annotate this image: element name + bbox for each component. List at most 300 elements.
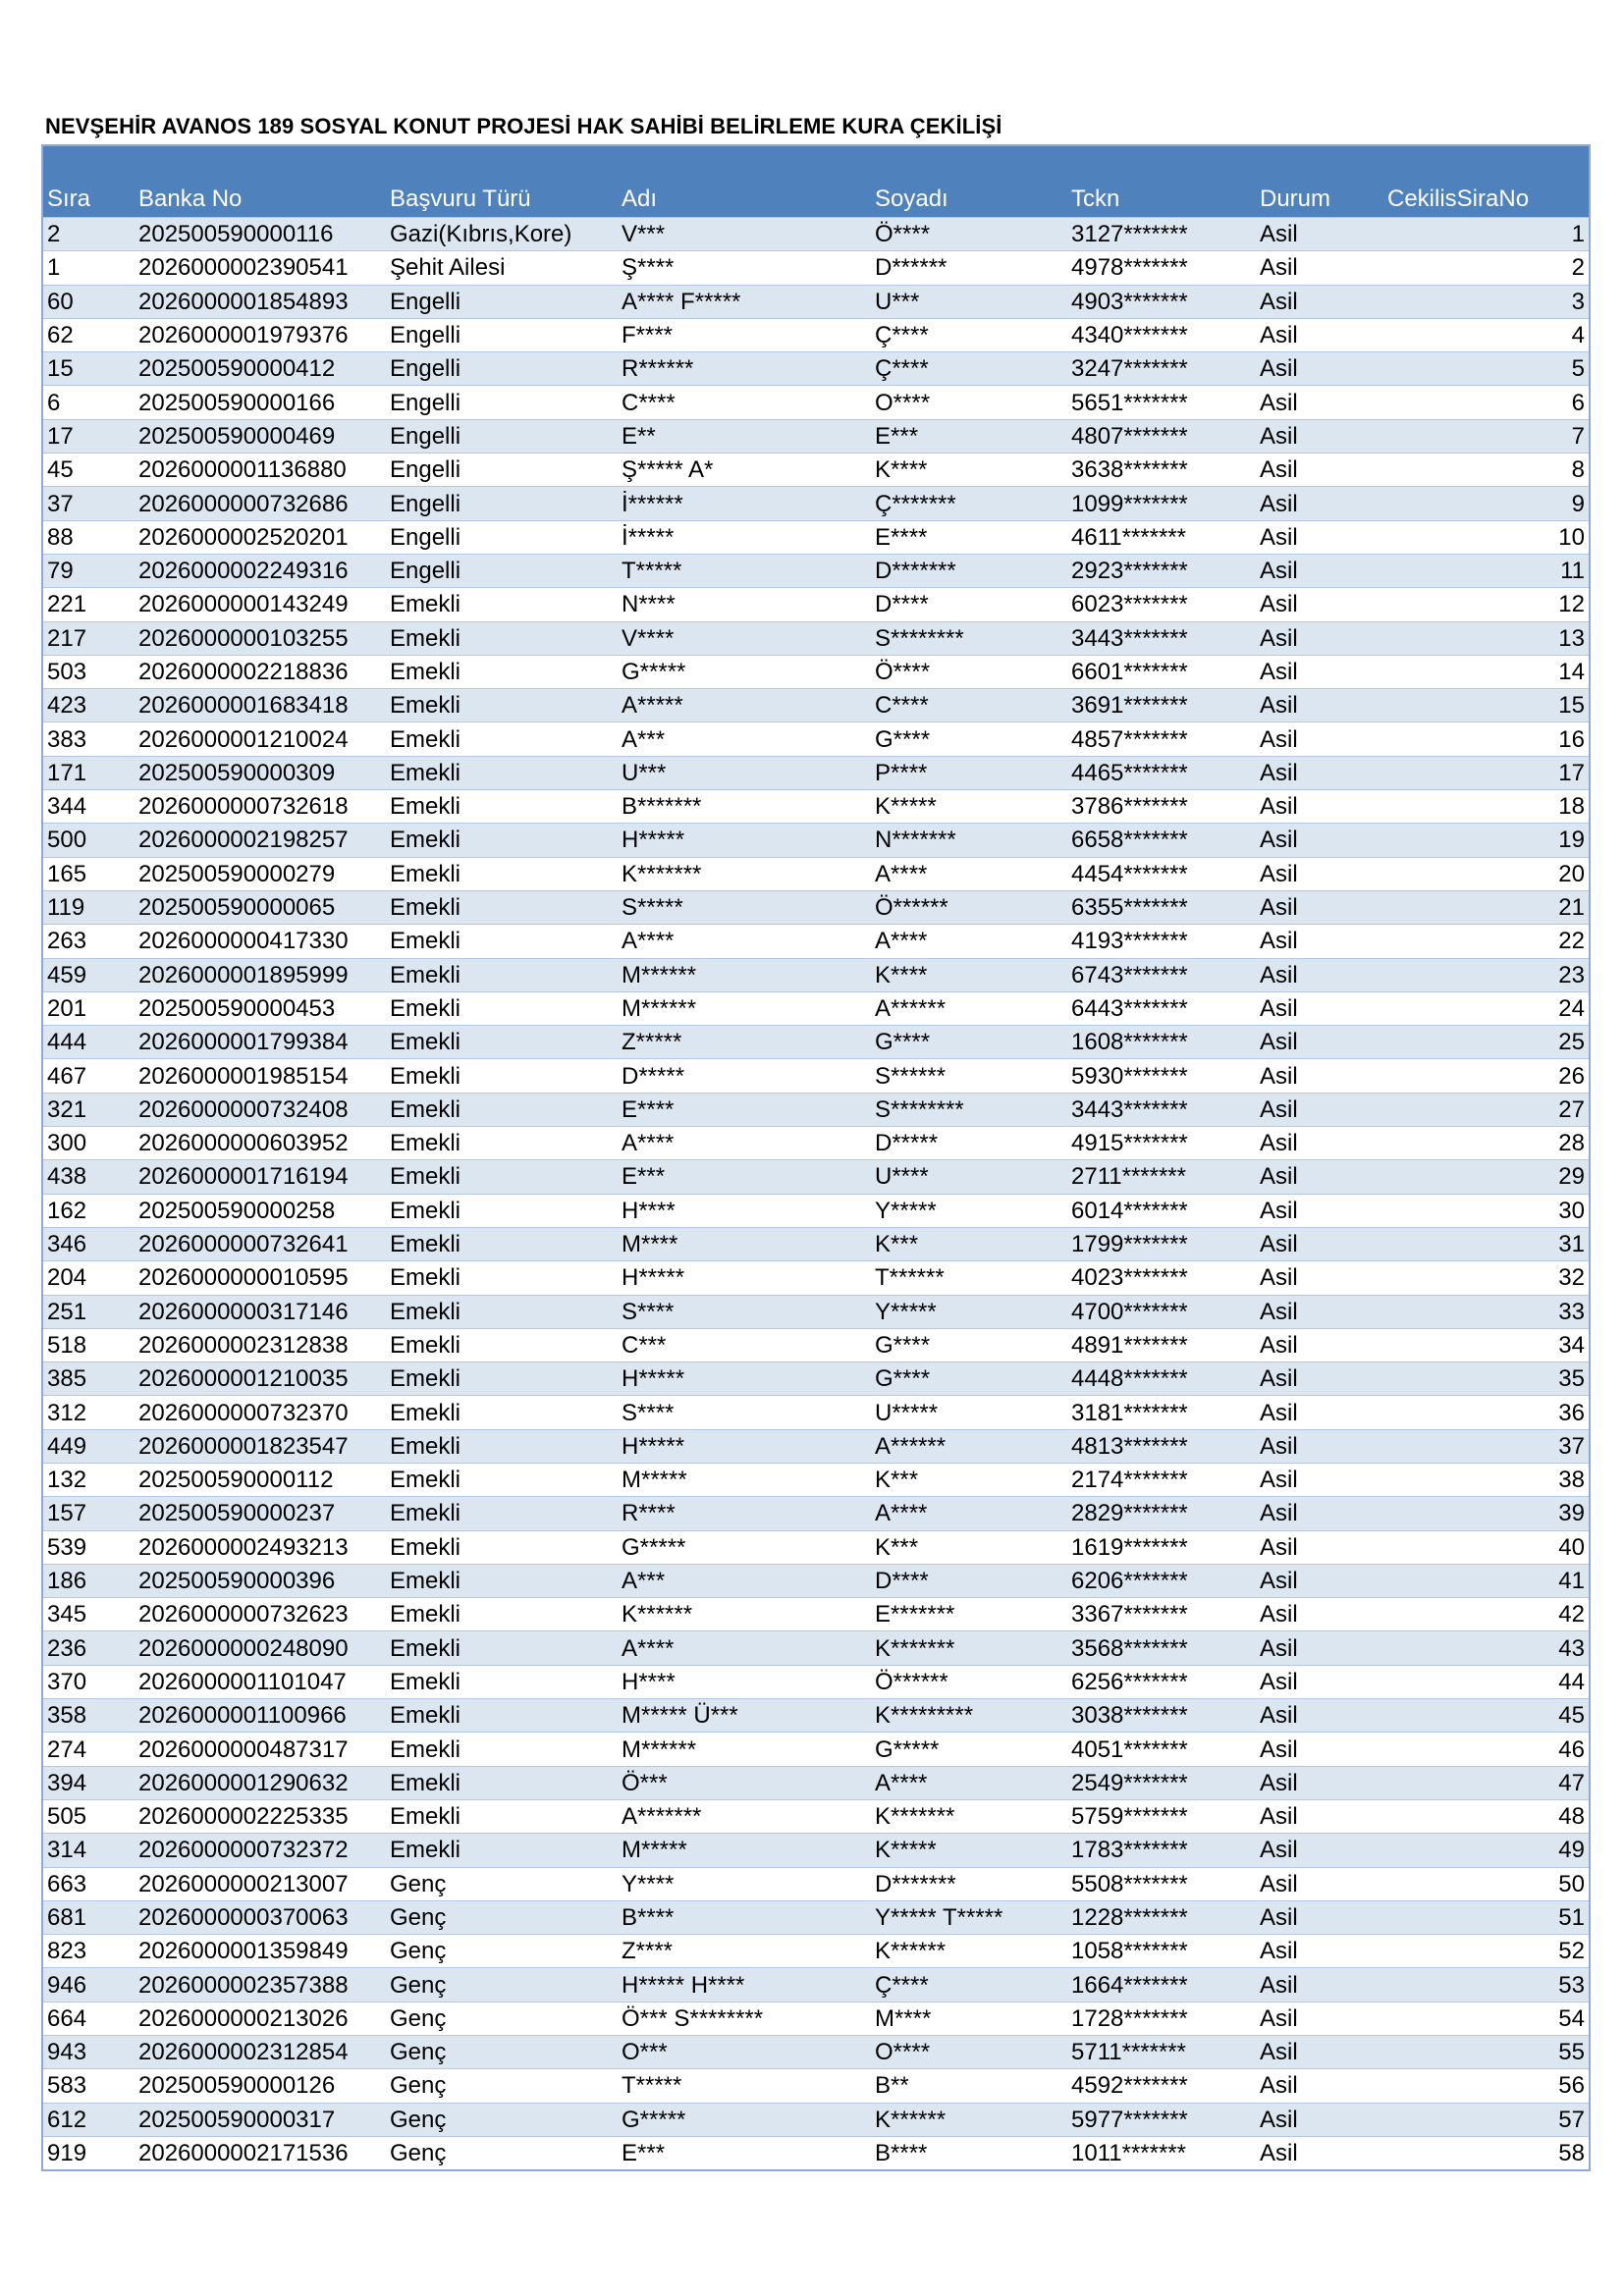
cell-soyadi: A****** — [871, 991, 1067, 1025]
table-row — [42, 1328, 1590, 1362]
cell-tckn: 3691******* — [1067, 689, 1256, 722]
cell-soyadi: K******* — [871, 1631, 1067, 1665]
cell-tckn: 1664******* — [1067, 1968, 1256, 2002]
cell-basvuru-turu: Emekli — [386, 1733, 618, 1766]
cell-banka-no: 202500590000412 — [135, 352, 386, 386]
cell-tckn: 1608******* — [1067, 1026, 1256, 1059]
cell-basvuru-turu: Genç — [386, 2002, 618, 2035]
cell-adi: R****** — [618, 352, 871, 386]
cell-tckn: 1728******* — [1067, 2002, 1256, 2035]
cell-adi: U*** — [618, 756, 871, 789]
cell-banka-no: 202500590000237 — [135, 1497, 386, 1530]
cell-cekilis-sira-no: 51 — [1383, 1900, 1590, 1934]
cell-basvuru-turu: Emekli — [386, 1766, 618, 1799]
cell-sira: 88 — [42, 520, 135, 554]
cell-tckn: 4978******* — [1067, 251, 1256, 285]
cell-tckn: 4700******* — [1067, 1295, 1256, 1328]
cell-banka-no: 202500590000258 — [135, 1194, 386, 1227]
cell-tckn: 1228******* — [1067, 1900, 1256, 1934]
cell-soyadi: E*** — [871, 419, 1067, 453]
cell-cekilis-sira-no: 33 — [1383, 1295, 1590, 1328]
cell-banka-no: 2026000001823547 — [135, 1429, 386, 1463]
cell-adi: T***** — [618, 554, 871, 587]
cell-cekilis-sira-no: 47 — [1383, 1766, 1590, 1799]
cell-adi: N**** — [618, 588, 871, 621]
table-row — [42, 1968, 1590, 2002]
cell-sira: 423 — [42, 689, 135, 722]
table-row — [42, 285, 1590, 318]
cell-sira: 344 — [42, 790, 135, 824]
cell-durum: Asil — [1256, 419, 1383, 453]
cell-adi: H***** — [618, 1362, 871, 1396]
cell-sira: 459 — [42, 958, 135, 991]
cell-tckn: 5508******* — [1067, 1867, 1256, 1900]
cell-cekilis-sira-no: 58 — [1383, 2136, 1590, 2170]
cell-basvuru-turu: Emekli — [386, 689, 618, 722]
cell-basvuru-turu: Engelli — [386, 352, 618, 386]
table-row — [42, 1194, 1590, 1227]
cell-sira: 438 — [42, 1160, 135, 1194]
cell-sira: 314 — [42, 1834, 135, 1867]
cell-sira: 60 — [42, 285, 135, 318]
cell-tckn: 6206******* — [1067, 1564, 1256, 1597]
table-row — [42, 1699, 1590, 1733]
table-row — [42, 1733, 1590, 1766]
cell-cekilis-sira-no: 13 — [1383, 621, 1590, 655]
cell-basvuru-turu: Emekli — [386, 655, 618, 688]
cell-tckn: 4340******* — [1067, 318, 1256, 351]
cell-basvuru-turu: Emekli — [386, 1160, 618, 1194]
cell-tckn: 6743******* — [1067, 958, 1256, 991]
cell-soyadi: D****** — [871, 251, 1067, 285]
cell-cekilis-sira-no: 34 — [1383, 1328, 1590, 1362]
cell-adi: Ö*** S******** — [618, 2002, 871, 2035]
cell-tckn: 3038******* — [1067, 1699, 1256, 1733]
cell-basvuru-turu: Emekli — [386, 1227, 618, 1260]
table-row — [42, 1261, 1590, 1295]
cell-basvuru-turu: Emekli — [386, 1429, 618, 1463]
cell-banka-no: 2026000001985154 — [135, 1059, 386, 1093]
cell-basvuru-turu: Engelli — [386, 487, 618, 520]
cell-soyadi: O**** — [871, 386, 1067, 419]
cell-banka-no: 202500590000309 — [135, 756, 386, 789]
cell-durum: Asil — [1256, 1127, 1383, 1160]
cell-cekilis-sira-no: 23 — [1383, 958, 1590, 991]
cell-cekilis-sira-no: 50 — [1383, 1867, 1590, 1900]
cell-basvuru-turu: Emekli — [386, 1631, 618, 1665]
cell-basvuru-turu: Emekli — [386, 958, 618, 991]
cell-banka-no: 2026000000248090 — [135, 1631, 386, 1665]
cell-cekilis-sira-no: 31 — [1383, 1227, 1590, 1260]
cell-soyadi: D******* — [871, 1867, 1067, 1900]
cell-cekilis-sira-no: 44 — [1383, 1665, 1590, 1698]
cell-banka-no: 2026000002218836 — [135, 655, 386, 688]
cell-sira: 681 — [42, 1900, 135, 1934]
table-row — [42, 1900, 1590, 1934]
cell-soyadi: K*** — [871, 1463, 1067, 1496]
header-basvuru-turu: Başvuru Türü — [386, 145, 618, 218]
cell-soyadi: Y***** — [871, 1295, 1067, 1328]
cell-tckn: 3443******* — [1067, 621, 1256, 655]
cell-banka-no: 2026000000732618 — [135, 790, 386, 824]
cell-basvuru-turu: Emekli — [386, 1328, 618, 1362]
cell-basvuru-turu: Engelli — [386, 520, 618, 554]
cell-adi: V**** — [618, 621, 871, 655]
cell-durum: Asil — [1256, 756, 1383, 789]
cell-durum: Asil — [1256, 318, 1383, 351]
table-row — [42, 790, 1590, 824]
cell-banka-no: 2026000001100966 — [135, 1699, 386, 1733]
table-row — [42, 218, 1590, 251]
cell-adi: Ş***** A* — [618, 454, 871, 487]
cell-basvuru-turu: Emekli — [386, 1059, 618, 1093]
cell-adi: Z***** — [618, 1026, 871, 1059]
cell-soyadi: B** — [871, 2069, 1067, 2103]
cell-cekilis-sira-no: 35 — [1383, 1362, 1590, 1396]
table-row — [42, 1093, 1590, 1126]
cell-sira: 505 — [42, 1799, 135, 1833]
cell-adi: O*** — [618, 2036, 871, 2069]
cell-cekilis-sira-no: 11 — [1383, 554, 1590, 587]
cell-adi: S**** — [618, 1396, 871, 1429]
cell-durum: Asil — [1256, 2069, 1383, 2103]
table-row — [42, 2103, 1590, 2136]
cell-tckn: 4592******* — [1067, 2069, 1256, 2103]
cell-banka-no: 2026000002520201 — [135, 520, 386, 554]
cell-soyadi: Ç******* — [871, 487, 1067, 520]
cell-sira: 62 — [42, 318, 135, 351]
cell-banka-no: 202500590000317 — [135, 2103, 386, 2136]
cell-sira: 383 — [42, 722, 135, 756]
cell-tckn: 5711******* — [1067, 2036, 1256, 2069]
cell-soyadi: Ö**** — [871, 655, 1067, 688]
cell-tckn: 1783******* — [1067, 1834, 1256, 1867]
cell-banka-no: 2026000002171536 — [135, 2136, 386, 2170]
cell-banka-no: 2026000002390541 — [135, 251, 386, 285]
cell-cekilis-sira-no: 16 — [1383, 722, 1590, 756]
cell-sira: 370 — [42, 1665, 135, 1698]
cell-adi: K****** — [618, 1598, 871, 1631]
document-title: NEVŞEHİR AVANOS 189 SOSYAL KONUT PROJESİ HAK SAHİBİ BELİRLEME KURA ÇEKİLİŞİ — [45, 114, 1002, 138]
cell-soyadi: C**** — [871, 689, 1067, 722]
cell-durum: Asil — [1256, 890, 1383, 924]
cell-tckn: 4448******* — [1067, 1362, 1256, 1396]
cell-cekilis-sira-no: 42 — [1383, 1598, 1590, 1631]
cell-durum: Asil — [1256, 218, 1383, 251]
cell-basvuru-turu: Emekli — [386, 1799, 618, 1833]
table-row — [42, 554, 1590, 587]
cell-sira: 346 — [42, 1227, 135, 1260]
cell-durum: Asil — [1256, 1699, 1383, 1733]
cell-tckn: 1058******* — [1067, 1935, 1256, 1968]
table-row — [42, 1598, 1590, 1631]
cell-soyadi: B**** — [871, 2136, 1067, 2170]
table-row — [42, 756, 1590, 789]
header-durum: Durum — [1256, 145, 1383, 218]
cell-banka-no: 202500590000279 — [135, 857, 386, 890]
cell-basvuru-turu: Emekli — [386, 756, 618, 789]
cell-cekilis-sira-no: 18 — [1383, 790, 1590, 824]
cell-banka-no: 2026000001683418 — [135, 689, 386, 722]
cell-adi: B**** — [618, 1900, 871, 1934]
cell-cekilis-sira-no: 43 — [1383, 1631, 1590, 1665]
cell-sira: 201 — [42, 991, 135, 1025]
cell-adi: C*** — [618, 1328, 871, 1362]
cell-banka-no: 2026000001359849 — [135, 1935, 386, 1968]
cell-cekilis-sira-no: 46 — [1383, 1733, 1590, 1766]
cell-basvuru-turu: Emekli — [386, 824, 618, 857]
cell-soyadi: N******* — [871, 824, 1067, 857]
cell-basvuru-turu: Genç — [386, 2103, 618, 2136]
cell-adi: Z**** — [618, 1935, 871, 1968]
cell-soyadi: Ç**** — [871, 318, 1067, 351]
cell-soyadi: P**** — [871, 756, 1067, 789]
cell-soyadi: G**** — [871, 1362, 1067, 1396]
cell-durum: Asil — [1256, 1497, 1383, 1530]
cell-soyadi: D**** — [871, 588, 1067, 621]
cell-cekilis-sira-no: 9 — [1383, 487, 1590, 520]
cell-tckn: 5759******* — [1067, 1799, 1256, 1833]
cell-soyadi: Y***** T***** — [871, 1900, 1067, 1934]
cell-tckn: 4813******* — [1067, 1429, 1256, 1463]
cell-banka-no: 2026000000417330 — [135, 925, 386, 958]
cell-durum: Asil — [1256, 1160, 1383, 1194]
cell-basvuru-turu: Emekli — [386, 925, 618, 958]
cell-durum: Asil — [1256, 1026, 1383, 1059]
cell-basvuru-turu: Emekli — [386, 1194, 618, 1227]
cell-basvuru-turu: Engelli — [386, 318, 618, 351]
cell-soyadi: Y***** — [871, 1194, 1067, 1227]
cell-sira: 503 — [42, 655, 135, 688]
cell-sira: 612 — [42, 2103, 135, 2136]
cell-sira: 217 — [42, 621, 135, 655]
cell-cekilis-sira-no: 32 — [1383, 1261, 1590, 1295]
cell-durum: Asil — [1256, 1429, 1383, 1463]
cell-tckn: 3127******* — [1067, 218, 1256, 251]
cell-tckn: 3568******* — [1067, 1631, 1256, 1665]
cell-basvuru-turu: Emekli — [386, 890, 618, 924]
cell-adi: C**** — [618, 386, 871, 419]
cell-adi: T***** — [618, 2069, 871, 2103]
cell-tckn: 6601******* — [1067, 655, 1256, 688]
table-row — [42, 689, 1590, 722]
cell-cekilis-sira-no: 14 — [1383, 655, 1590, 688]
cell-banka-no: 202500590000453 — [135, 991, 386, 1025]
cell-tckn: 6658******* — [1067, 824, 1256, 857]
cell-sira: 79 — [42, 554, 135, 587]
table-row — [42, 251, 1590, 285]
cell-adi: E**** — [618, 1093, 871, 1126]
cell-tckn: 4807******* — [1067, 419, 1256, 453]
cell-tckn: 3638******* — [1067, 454, 1256, 487]
header-soyadi: Soyadı — [871, 145, 1067, 218]
table-row — [42, 1362, 1590, 1396]
cell-cekilis-sira-no: 48 — [1383, 1799, 1590, 1833]
cell-cekilis-sira-no: 24 — [1383, 991, 1590, 1025]
cell-sira: 132 — [42, 1463, 135, 1496]
cell-soyadi: A**** — [871, 1497, 1067, 1530]
cell-basvuru-turu: Emekli — [386, 1564, 618, 1597]
cell-durum: Asil — [1256, 454, 1383, 487]
cell-cekilis-sira-no: 7 — [1383, 419, 1590, 453]
table-row — [42, 857, 1590, 890]
table-row — [42, 1564, 1590, 1597]
table-row — [42, 318, 1590, 351]
cell-soyadi: A**** — [871, 1766, 1067, 1799]
cell-soyadi: U*** — [871, 285, 1067, 318]
cell-basvuru-turu: Emekli — [386, 1093, 618, 1126]
table-row — [42, 890, 1590, 924]
cell-soyadi: G**** — [871, 1026, 1067, 1059]
cell-durum: Asil — [1256, 520, 1383, 554]
table-row — [42, 1396, 1590, 1429]
cell-cekilis-sira-no: 54 — [1383, 2002, 1590, 2035]
cell-sira: 919 — [42, 2136, 135, 2170]
cell-cekilis-sira-no: 15 — [1383, 689, 1590, 722]
cell-soyadi: K****** — [871, 2103, 1067, 2136]
cell-tckn: 3786******* — [1067, 790, 1256, 824]
cell-basvuru-turu: Engelli — [386, 386, 618, 419]
cell-banka-no: 2026000001136880 — [135, 454, 386, 487]
cell-soyadi: K**** — [871, 958, 1067, 991]
table-row — [42, 824, 1590, 857]
cell-basvuru-turu: Genç — [386, 1968, 618, 2002]
cell-basvuru-turu: Emekli — [386, 1665, 618, 1698]
cell-basvuru-turu: Genç — [386, 2036, 618, 2069]
cell-adi: D***** — [618, 1059, 871, 1093]
cell-adi: H**** — [618, 1665, 871, 1698]
cell-banka-no: 2026000000213007 — [135, 1867, 386, 1900]
cell-tckn: 2711******* — [1067, 1160, 1256, 1194]
cell-durum: Asil — [1256, 1733, 1383, 1766]
cell-sira: 1 — [42, 251, 135, 285]
cell-soyadi: K*** — [871, 1227, 1067, 1260]
cell-cekilis-sira-no: 39 — [1383, 1497, 1590, 1530]
cell-banka-no: 2026000000732370 — [135, 1396, 386, 1429]
cell-soyadi: K********* — [871, 1699, 1067, 1733]
table-row — [42, 588, 1590, 621]
cell-durum: Asil — [1256, 2136, 1383, 2170]
cell-tckn: 1619******* — [1067, 1530, 1256, 1564]
cell-cekilis-sira-no: 38 — [1383, 1463, 1590, 1496]
cell-cekilis-sira-no: 20 — [1383, 857, 1590, 890]
cell-adi: G***** — [618, 1530, 871, 1564]
cell-banka-no: 202500590000166 — [135, 386, 386, 419]
cell-sira: 444 — [42, 1026, 135, 1059]
cell-durum: Asil — [1256, 386, 1383, 419]
table-row — [42, 1227, 1590, 1260]
cell-basvuru-turu: Emekli — [386, 1261, 618, 1295]
cell-basvuru-turu: Emekli — [386, 1127, 618, 1160]
cell-cekilis-sira-no: 30 — [1383, 1194, 1590, 1227]
cell-adi: M***** — [618, 1463, 871, 1496]
table-row — [42, 1497, 1590, 1530]
cell-sira: 15 — [42, 352, 135, 386]
cell-basvuru-turu: Emekli — [386, 1699, 618, 1733]
cell-sira: 45 — [42, 454, 135, 487]
cell-tckn: 6014******* — [1067, 1194, 1256, 1227]
cell-tckn: 2923******* — [1067, 554, 1256, 587]
cell-adi: İ***** — [618, 520, 871, 554]
table-row — [42, 1160, 1590, 1194]
cell-banka-no: 2026000002249316 — [135, 554, 386, 587]
cell-tckn: 6256******* — [1067, 1665, 1256, 1698]
cell-adi: B******* — [618, 790, 871, 824]
cell-tckn: 4051******* — [1067, 1733, 1256, 1766]
cell-cekilis-sira-no: 3 — [1383, 285, 1590, 318]
cell-adi: H***** — [618, 824, 871, 857]
cell-cekilis-sira-no: 45 — [1383, 1699, 1590, 1733]
cell-cekilis-sira-no: 8 — [1383, 454, 1590, 487]
cell-adi: K******* — [618, 857, 871, 890]
cell-cekilis-sira-no: 10 — [1383, 520, 1590, 554]
cell-durum: Asil — [1256, 1093, 1383, 1126]
cell-banka-no: 2026000001210024 — [135, 722, 386, 756]
cell-soyadi: S******** — [871, 1093, 1067, 1126]
cell-soyadi: D******* — [871, 554, 1067, 587]
cell-adi: M***** — [618, 1834, 871, 1867]
table-row — [42, 1867, 1590, 1900]
cell-tckn: 4023******* — [1067, 1261, 1256, 1295]
cell-soyadi: U***** — [871, 1396, 1067, 1429]
cell-soyadi: A**** — [871, 857, 1067, 890]
cell-sira: 236 — [42, 1631, 135, 1665]
cell-banka-no: 202500590000116 — [135, 218, 386, 251]
cell-sira: 385 — [42, 1362, 135, 1396]
cell-soyadi: Ö****** — [871, 890, 1067, 924]
table-row — [42, 520, 1590, 554]
cell-tckn: 2549******* — [1067, 1766, 1256, 1799]
cell-adi: Ö*** — [618, 1766, 871, 1799]
table-row — [42, 1665, 1590, 1698]
cell-adi: İ****** — [618, 487, 871, 520]
table-row — [42, 1834, 1590, 1867]
cell-basvuru-turu: Engelli — [386, 454, 618, 487]
cell-durum: Asil — [1256, 722, 1383, 756]
cell-adi: S**** — [618, 1295, 871, 1328]
cell-banka-no: 2026000001290632 — [135, 1766, 386, 1799]
table-row — [42, 655, 1590, 688]
cell-soyadi: E******* — [871, 1598, 1067, 1631]
cell-adi: V*** — [618, 218, 871, 251]
table-row — [42, 2136, 1590, 2170]
cell-basvuru-turu: Emekli — [386, 1362, 618, 1396]
cell-basvuru-turu: Emekli — [386, 1295, 618, 1328]
cell-basvuru-turu: Genç — [386, 1867, 618, 1900]
cell-tckn: 4891******* — [1067, 1328, 1256, 1362]
cell-basvuru-turu: Emekli — [386, 1497, 618, 1530]
cell-basvuru-turu: Engelli — [386, 419, 618, 453]
cell-tckn: 1011******* — [1067, 2136, 1256, 2170]
cell-banka-no: 2026000002493213 — [135, 1530, 386, 1564]
cell-tckn: 1099******* — [1067, 487, 1256, 520]
cell-soyadi: E**** — [871, 520, 1067, 554]
cell-cekilis-sira-no: 5 — [1383, 352, 1590, 386]
cell-tckn: 2174******* — [1067, 1463, 1256, 1496]
table-row — [42, 1059, 1590, 1093]
cell-soyadi: K***** — [871, 1834, 1067, 1867]
cell-durum: Asil — [1256, 1598, 1383, 1631]
cell-adi: A*** — [618, 722, 871, 756]
cell-durum: Asil — [1256, 1194, 1383, 1227]
cell-cekilis-sira-no: 28 — [1383, 1127, 1590, 1160]
cell-sira: 186 — [42, 1564, 135, 1597]
cell-adi: S***** — [618, 890, 871, 924]
cell-basvuru-turu: Emekli — [386, 1396, 618, 1429]
cell-sira: 6 — [42, 386, 135, 419]
cell-durum: Asil — [1256, 285, 1383, 318]
table-row — [42, 1295, 1590, 1328]
